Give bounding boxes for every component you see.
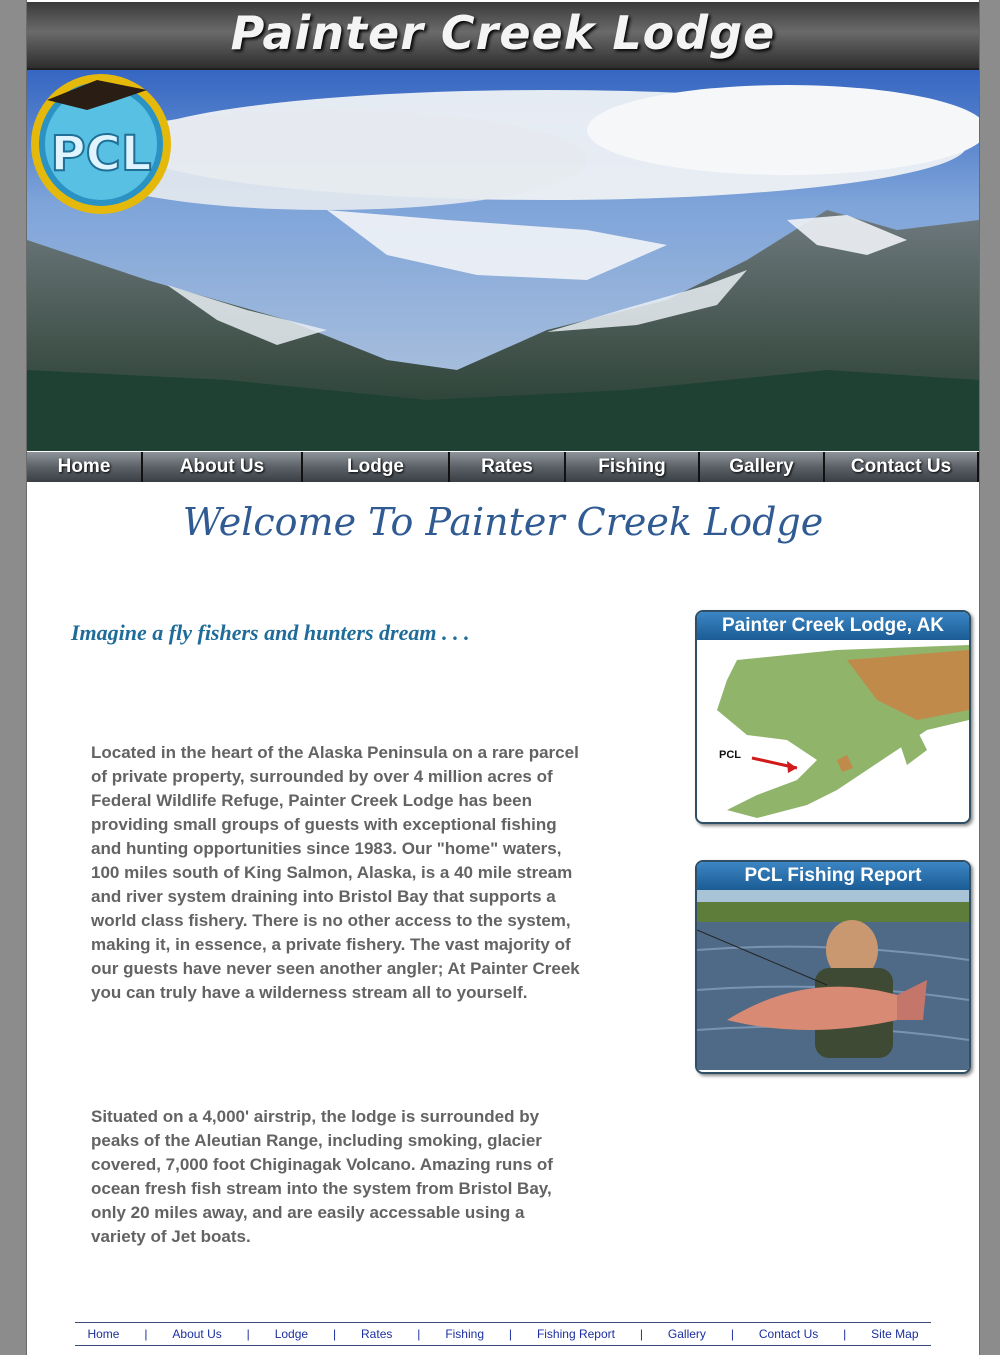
footer-link-site-map[interactable]: Site Map: [871, 1327, 919, 1341]
footer-link-lodge[interactable]: Lodge: [274, 1327, 309, 1341]
footer-separator: |: [144, 1327, 148, 1341]
page-container: [26, 0, 980, 1355]
site-header: [27, 2, 979, 70]
report-card-title: PCL Fishing Report: [697, 862, 969, 890]
footer-separator: |: [417, 1327, 421, 1341]
location-map-card[interactable]: [695, 610, 971, 824]
fishing-report-card[interactable]: [695, 860, 971, 1074]
footer-separator: |: [332, 1327, 337, 1341]
svg-text:PCL: PCL: [50, 126, 152, 182]
footer-link-gallery[interactable]: Gallery: [667, 1327, 706, 1341]
footer-link-fishing[interactable]: Fishing: [445, 1327, 484, 1341]
footer-nav: [75, 1322, 931, 1346]
footer-separator: |: [730, 1327, 734, 1341]
footer-separator: |: [246, 1327, 250, 1341]
footer-link-about-us[interactable]: About Us: [172, 1327, 222, 1341]
footer-separator: |: [639, 1327, 644, 1341]
nav-gallery[interactable]: Gallery: [700, 452, 825, 482]
tagline: Imagine a fly fishers and hunters dream . . .: [71, 620, 470, 645]
footer-link-home[interactable]: Home: [87, 1327, 120, 1341]
welcome-heading: Welcome To Painter Creek Lodge: [182, 500, 824, 544]
pcl-logo[interactable]: [27, 70, 175, 218]
nav-home[interactable]: Home: [27, 452, 143, 482]
footer-link-rates[interactable]: Rates: [361, 1327, 393, 1341]
svg-text:PCL: PCL: [719, 749, 741, 761]
intro-paragraph: Located in the heart of the Alaska Peninsula on a rare parcel of private property, surrounded by over 4 million acres of Federal Wildlife Refuge, Painter Creek Lodge has been providing small groups of guests with exceptional fishing and hunting opportunities since 1983. Our "home" waters, 100 miles south of King Salmon, Alaska, is a 40 mile stream and river system draining into Bristol Bay that supports a world class fishery. There is no other access to the system, making it, in essence, a private fishery. The vast majority of our guests have never seen another angler; At Painter Creek you can truly have a wilderness stream all to yourself.: [91, 743, 580, 1002]
footer-separator: |: [508, 1327, 513, 1341]
alaska-map-image: [697, 640, 969, 820]
nav-rates[interactable]: Rates: [450, 452, 566, 482]
footer-link-contact-us[interactable]: Contact Us: [758, 1327, 819, 1341]
footer-link-fishing-report[interactable]: Fishing Report: [536, 1327, 615, 1341]
site-title: Painter Creek Lodge: [230, 6, 776, 60]
nav-contact-us[interactable]: Contact Us: [825, 452, 979, 482]
hero-banner-mountains: [27, 70, 979, 451]
footer-separator: |: [843, 1327, 847, 1341]
nav-lodge[interactable]: Lodge: [303, 452, 450, 482]
location-paragraph: Situated on a 4,000' airstrip, the lodge is surrounded by peaks of the Aleutian Range, including smoking, glacier covered, 7,000 foot Chiginagak Volcano. Amazing runs of ocean fresh fish stream into the system from Bristol Bay, only 20 miles away, and are easily accessable using a variety of Jet boats.: [91, 1107, 553, 1246]
nav-fishing[interactable]: Fishing: [566, 452, 700, 482]
map-card-title: Painter Creek Lodge, AK: [697, 612, 969, 640]
angler-photo: [697, 890, 969, 1070]
nav-about-us[interactable]: About Us: [143, 452, 303, 482]
main-nav: [27, 452, 979, 482]
